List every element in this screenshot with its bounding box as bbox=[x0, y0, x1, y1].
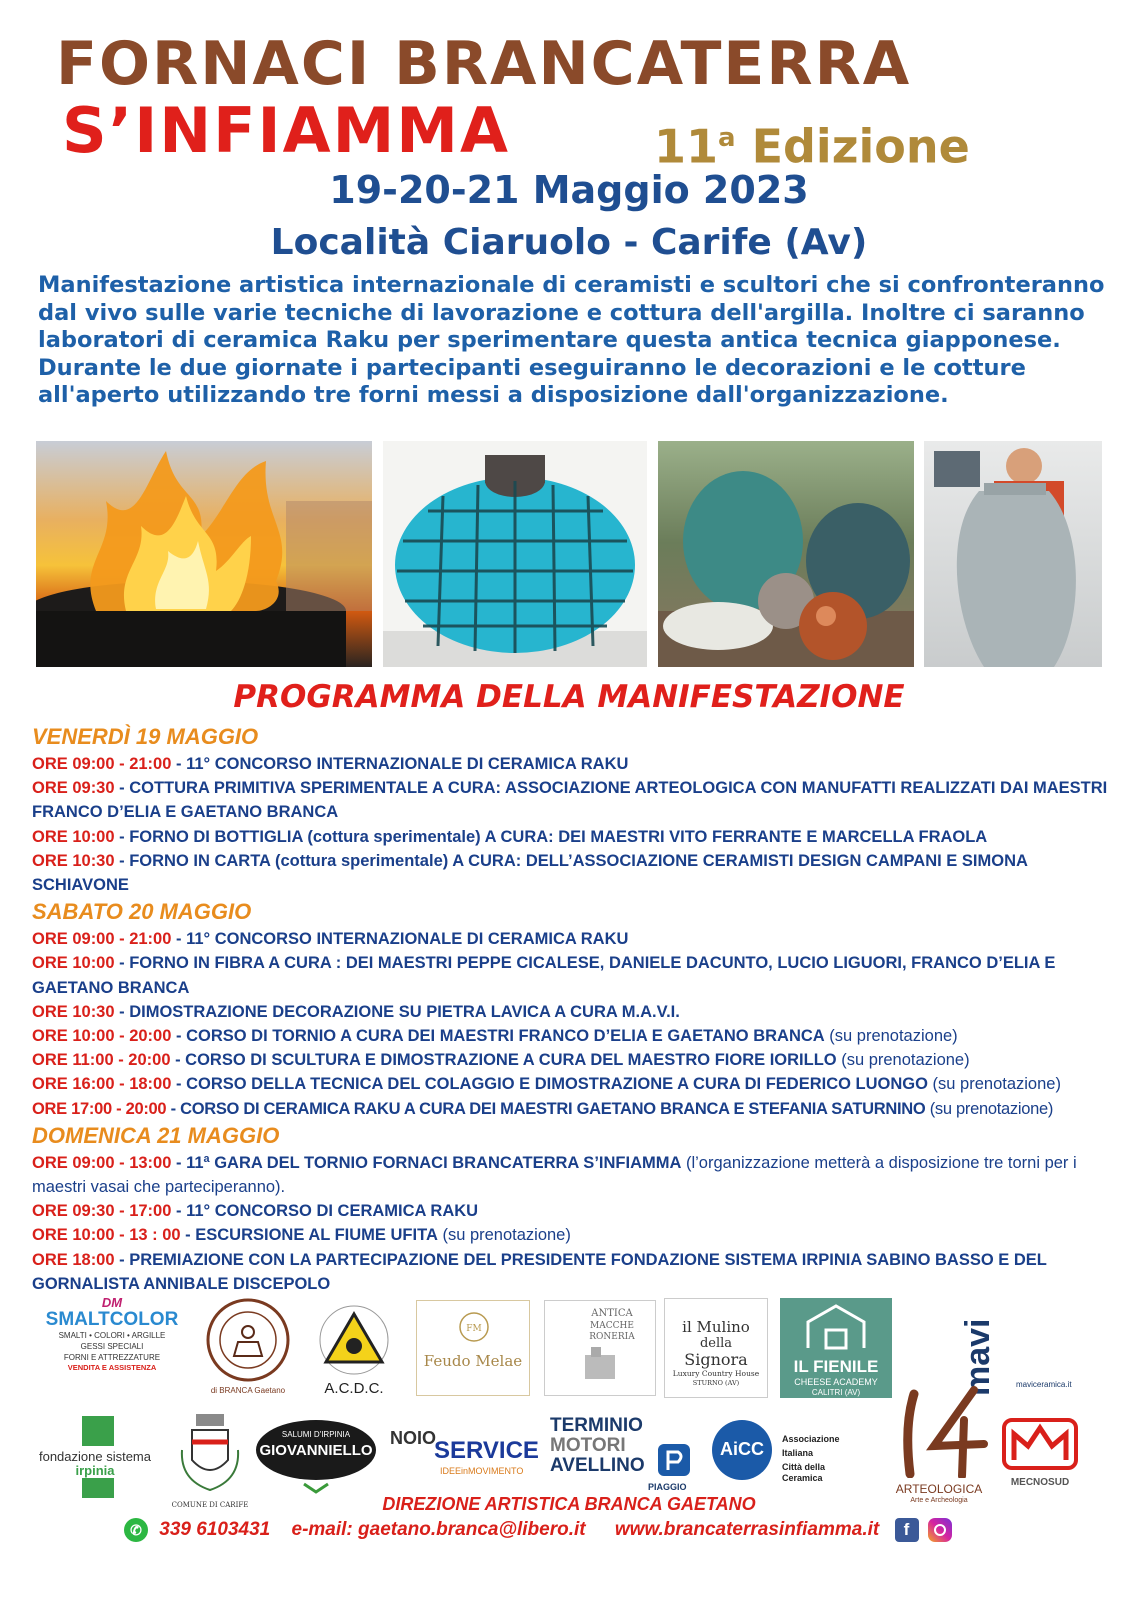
event-text: - PREMIAZIONE CON LA PARTECIPAZIONE DEL PRESIDENTE FONDAZIONE SISTEMA IRPINIA SABINO BASSO E DEL GORNALISTA ANNIBALE DISCEPOLO bbox=[32, 1250, 1047, 1293]
event-item bbox=[32, 825, 1112, 849]
mulino-line5: STURNO (AV) bbox=[692, 1379, 740, 1387]
event-item bbox=[32, 1048, 1112, 1072]
event-note: (su prenotazione) bbox=[925, 1099, 1054, 1118]
acdc-triangle-icon bbox=[304, 1300, 404, 1376]
photo-blue-vase bbox=[383, 441, 647, 667]
event-text: - FORNO IN FIBRA A CURA : DEI MAESTRI PEPPE CICALESE, DANIELE DACUNTO, LUCIO LIGUORI, FRANCO D’ELIA E GAETANO BRANCA bbox=[32, 954, 1056, 997]
giovanniello-line1: SALUMI D'IRPINIA bbox=[281, 1430, 351, 1439]
event-time: ORE 09:00 - 13:00 bbox=[32, 1153, 172, 1172]
event-item bbox=[32, 776, 1112, 824]
event-item bbox=[32, 927, 1112, 951]
day-heading-saturday: SABATO 20 MAGGIO bbox=[32, 899, 252, 925]
event-time: ORE 16:00 - 18:00 bbox=[32, 1075, 172, 1094]
website-link[interactable]: www.brancaterrasinfiamma.it bbox=[614, 1519, 880, 1540]
event-time: ORE 10:00 - 13 : 00 bbox=[32, 1226, 181, 1245]
smaltcolor-line4: VENDITA E ASSISTENZA bbox=[67, 1363, 157, 1372]
event-item bbox=[32, 1024, 1112, 1048]
event-text: - COTTURA PRIMITIVA SPERIMENTALE A CURA: ASSOCIAZIONE ARTEOLOGICA CON MANUFATTI REALIZZATI DAI MAESTRI FRANCO D’ELIA E GAETANO BRANCA bbox=[32, 779, 1108, 822]
event-time: ORE 09:30 - 17:00 bbox=[32, 1202, 172, 1221]
title-line-2: S’INFIAMMA bbox=[62, 94, 510, 167]
mecnosud-name: MECNOSUD bbox=[1010, 1477, 1070, 1488]
logo-aicc bbox=[710, 1418, 860, 1488]
event-note: (su prenotazione) bbox=[836, 1051, 970, 1070]
terminio-line1: TERMINIO bbox=[550, 1416, 643, 1436]
event-text: - CORSO DI CERAMICA RAKU A CURA DEI MAESTRI GAETANO BRANCA E STEFANIA SATURNINO bbox=[166, 1099, 926, 1118]
antica-line1: ANTICA bbox=[591, 1308, 633, 1319]
barn-icon bbox=[780, 1298, 892, 1352]
mulino-line1: il Mulino bbox=[682, 1318, 750, 1336]
artistic-direction: DIREZIONE ARTISTICA BRANCA GAETANO bbox=[382, 1494, 756, 1514]
event-item bbox=[32, 1151, 1112, 1199]
terminio-line2: MOTORI bbox=[550, 1435, 626, 1456]
photo-strip bbox=[36, 441, 1102, 667]
coat-of-arms-icon bbox=[170, 1410, 250, 1496]
event-time: ORE 09:00 - 21:00 bbox=[32, 930, 172, 949]
schedule bbox=[32, 722, 1112, 1296]
brancaterra-name: di BRANCA Gaetano bbox=[210, 1386, 286, 1395]
logo-mecnosud bbox=[1000, 1416, 1080, 1496]
contact-line bbox=[124, 1515, 1004, 1545]
logo-mulino-signora bbox=[664, 1298, 768, 1398]
photo-raku-pieces bbox=[658, 441, 914, 667]
smaltcolor-line3: FORNI E ATTREZZATURE bbox=[63, 1353, 161, 1362]
mulino-line4: Luxury Country House bbox=[672, 1369, 760, 1378]
event-text: - CORSO DI SCULTURA E DIMOSTRAZIONE A CURA DEL MAESTRO FIORE IORILLO bbox=[170, 1051, 837, 1070]
mulino-line2: della bbox=[699, 1336, 733, 1351]
photo-fire bbox=[36, 441, 372, 667]
logo-smaltcolor bbox=[32, 1296, 192, 1396]
logo-acdc bbox=[304, 1300, 404, 1400]
comune-name: COMUNE DI CARIFE bbox=[171, 1501, 249, 1509]
logo-giovanniello bbox=[254, 1414, 378, 1494]
event-item bbox=[32, 1000, 1112, 1024]
event-dates: 19-20-21 Maggio 2023 bbox=[329, 168, 809, 212]
arteologica-mark-icon bbox=[884, 1386, 994, 1478]
whatsapp-icon[interactable]: ✆ bbox=[124, 1518, 148, 1542]
event-text: - 11° CONCORSO INTERNAZIONALE DI CERAMICA RAKU bbox=[171, 930, 629, 949]
event-location: Località Ciaruolo - Carife (Av) bbox=[270, 222, 868, 263]
piaggio-icon bbox=[654, 1440, 694, 1480]
event-item bbox=[32, 1072, 1112, 1096]
event-note: (su prenotazione) bbox=[437, 1226, 571, 1245]
event-item bbox=[32, 1199, 1112, 1223]
fienile-name: IL FIENILE bbox=[793, 1357, 879, 1376]
edition-sup: a bbox=[718, 123, 736, 153]
aicc-line1: Associazione bbox=[782, 1434, 840, 1444]
event-text: - DIMOSTRAZIONE DECORAZIONE SU PIETRA LAVICA A CURA M.A.V.I. bbox=[114, 1002, 680, 1021]
photo-potter-vase bbox=[924, 441, 1102, 667]
event-time: ORE 10:30 bbox=[32, 851, 115, 870]
edition-word: Edizione bbox=[751, 119, 970, 174]
event-text: - FORNO IN CARTA (cottura sperimentale) A CURA: DELL’ASSOCIAZIONE CERAMISTI DESIGN CAMPANI E SIMONA SCHIAVONE bbox=[32, 851, 1028, 895]
logo-antica-maccheroneria bbox=[544, 1300, 656, 1396]
antica-line3: RONERIA bbox=[589, 1332, 635, 1342]
event-item bbox=[32, 1248, 1112, 1296]
phone-number[interactable]: 339 6103431 bbox=[159, 1519, 271, 1540]
facebook-icon[interactable]: f bbox=[895, 1518, 919, 1542]
event-time: ORE 18:00 bbox=[32, 1250, 115, 1269]
event-time: ORE 10:00 bbox=[32, 827, 115, 846]
logo-brancaterra bbox=[198, 1298, 298, 1398]
acdc-name: A.C.D.C. bbox=[324, 1380, 384, 1397]
event-time: ORE 10:30 bbox=[32, 1002, 115, 1021]
brancaterra-seal-icon bbox=[198, 1298, 298, 1382]
logo-il-fienile bbox=[780, 1298, 892, 1398]
feudo-crest-icon bbox=[417, 1301, 530, 1347]
terminio-line3: AVELLINO bbox=[550, 1455, 645, 1476]
arteologica-tag: Arte e Archeologia bbox=[910, 1497, 968, 1504]
event-text: - 11° CONCORSO DI CERAMICA RAKU bbox=[171, 1202, 479, 1221]
event-item bbox=[32, 849, 1112, 897]
fondazione-name bbox=[28, 1450, 162, 1478]
terminio-brand: PIAGGIO bbox=[648, 1482, 687, 1492]
event-text: - 11ª GARA DEL TORNIO FORNACI BRANCATERRA S’INFIAMMA bbox=[171, 1153, 682, 1172]
event-note: (l’organizzazione metterà a disposizione tre torni per i maestri vasai che parteciperanno). bbox=[32, 1153, 1077, 1197]
logo-noio-service bbox=[390, 1428, 540, 1488]
aicc-mark: AiCC bbox=[720, 1439, 764, 1459]
feudo-name: Feudo Melae bbox=[423, 1352, 523, 1370]
fondazione-part2: irpinia bbox=[75, 1463, 115, 1478]
logo-mavi bbox=[956, 1300, 1106, 1400]
mavi-name: mavi bbox=[959, 1318, 997, 1396]
edition-number: 11 bbox=[654, 119, 719, 174]
day-heading-sunday: DOMENICA 21 MAGGIO bbox=[32, 1122, 280, 1148]
castle-icon bbox=[545, 1343, 655, 1383]
svg-text:FM: FM bbox=[466, 1324, 482, 1334]
event-item bbox=[32, 1223, 1112, 1247]
mecnosud-icon bbox=[1000, 1416, 1080, 1472]
logo-feudo-melae bbox=[416, 1300, 530, 1396]
noio-tag: IDEEinMOVIMENTO bbox=[440, 1466, 524, 1476]
event-item bbox=[32, 1097, 1112, 1121]
fienile-line1: CHEESE ACADEMY bbox=[794, 1377, 878, 1387]
smaltcolor-line1: SMALTI • COLORI • ARGILLE bbox=[58, 1331, 166, 1340]
fienile-line2: CALITRI (AV) bbox=[811, 1388, 861, 1397]
noio-name2: SERVICE bbox=[434, 1437, 539, 1464]
instagram-lens bbox=[934, 1524, 946, 1536]
logo-fondazione-irpinia bbox=[28, 1412, 162, 1502]
edition-label bbox=[654, 110, 970, 174]
event-note: (su prenotazione) bbox=[824, 1027, 958, 1046]
antica-line2: MACCHE bbox=[590, 1321, 634, 1331]
mavi-site: maviceramica.it bbox=[1016, 1380, 1072, 1389]
event-text: - 11° CONCORSO INTERNAZIONALE DI CERAMICA RAKU bbox=[171, 755, 629, 773]
event-text: - ESCURSIONE AL FIUME UFITA bbox=[180, 1226, 438, 1245]
event-text: - FORNO DI BOTTIGLIA (cottura sperimentale) A CURA: DEI MAESTRI VITO FERRANTE E MARCELLA FRAOLA bbox=[114, 827, 988, 846]
event-text: - CORSO DI TORNIO A CURA DEI MAESTRI FRANCO D’ELIA E GAETANO BRANCA bbox=[171, 1027, 825, 1046]
event-time: ORE 17:00 - 20:00 bbox=[32, 1099, 167, 1118]
event-item bbox=[32, 951, 1112, 999]
mulino-line3: Signora bbox=[684, 1350, 748, 1369]
event-time: ORE 11:00 - 20:00 bbox=[32, 1051, 171, 1070]
aicc-line2: Italiana bbox=[782, 1448, 814, 1458]
intro-paragraph: Manifestazione artistica internazionale di ceramisti e scultori che si confronteranno dal vivo sulle varie tecniche di lavorazione e cottura dell'argilla. Inoltre ci saranno laboratori di ceramica Raku per sperimentare questa antica tecnica giapponese. Durante le due giornate i partecipanti eseguiranno le decorazioni e le cotture all'aperto utilizzando tre forni messi a disposizione dall'organizzazione. bbox=[38, 272, 1105, 408]
event-time: ORE 09:00 - 21:00 bbox=[32, 755, 172, 773]
smaltcolor-mark: DM bbox=[101, 1296, 123, 1310]
aicc-line3: Città della Ceramica bbox=[782, 1462, 826, 1483]
event-item bbox=[32, 752, 1112, 776]
fondazione-part1: fondazione sistema bbox=[38, 1449, 151, 1464]
event-time: ORE 10:00 - 20:00 bbox=[32, 1027, 172, 1046]
smaltcolor-line2: GESSI SPECIALI bbox=[80, 1342, 144, 1351]
event-time: ORE 10:00 bbox=[32, 954, 115, 973]
title-line-1: FORNACI BRANCATERRA bbox=[56, 29, 912, 99]
noio-name1: NOIO bbox=[390, 1428, 437, 1448]
giovanniello-line2: GIOVANNIELLO bbox=[259, 1442, 373, 1459]
day-heading-friday: VENERDÌ 19 MAGGIO bbox=[32, 724, 259, 749]
instagram-icon[interactable] bbox=[928, 1518, 952, 1542]
program-title: PROGRAMMA DELLA MANIFESTAZIONE bbox=[233, 679, 905, 715]
event-time: ORE 09:30 bbox=[32, 779, 115, 798]
event-text: - CORSO DELLA TECNICA DEL COLAGGIO E DIMOSTRAZIONE A CURA DI FEDERICO LUONGO bbox=[171, 1075, 928, 1094]
event-note: (su prenotazione) bbox=[927, 1075, 1061, 1094]
smaltcolor-name: SMALTCOLOR bbox=[45, 1309, 179, 1330]
arteologica-name: ARTEOLOGICA bbox=[895, 1482, 983, 1496]
email-address[interactable]: e-mail: gaetano.branca@libero.it bbox=[291, 1519, 586, 1540]
